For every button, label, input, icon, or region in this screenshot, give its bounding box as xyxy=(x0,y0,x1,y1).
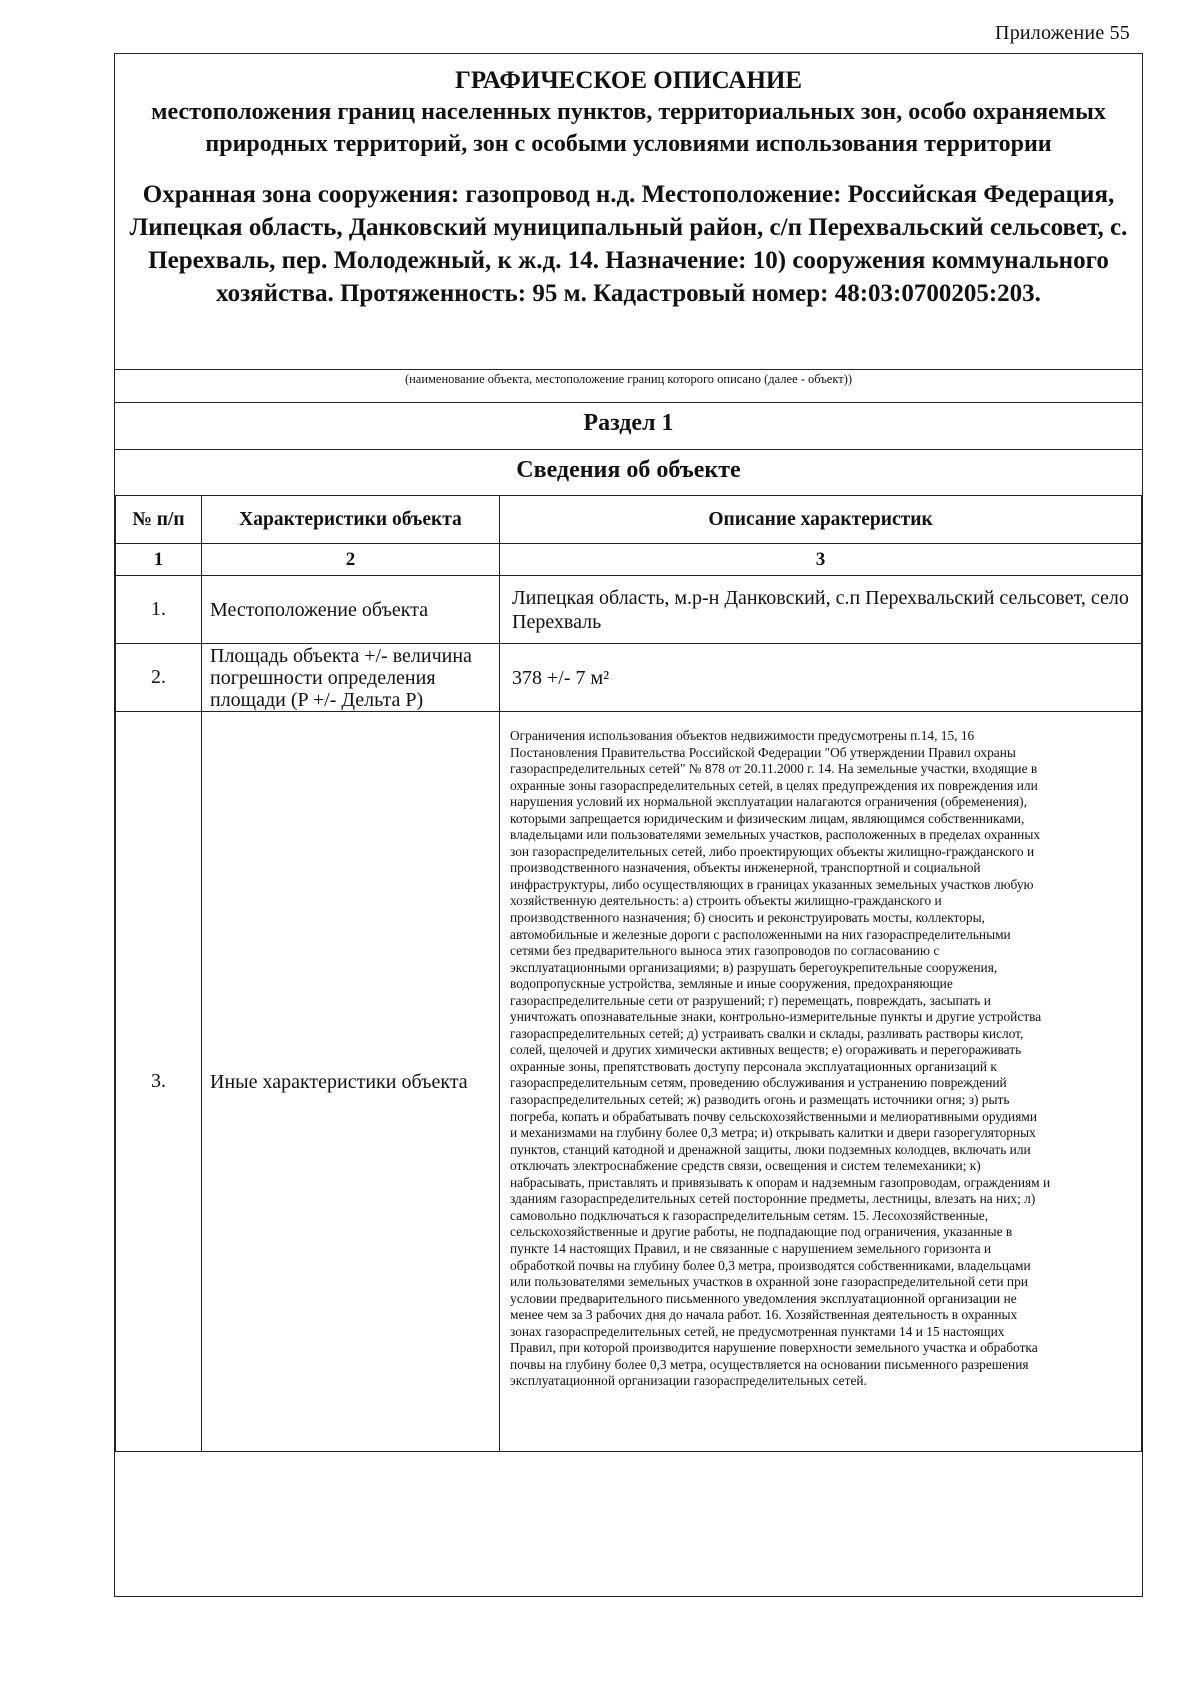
table-row xyxy=(116,644,1142,712)
document-header xyxy=(115,54,1142,369)
table-header-row xyxy=(116,496,1142,544)
appendix-label: Приложение 55 xyxy=(995,22,1130,44)
column-number: 2 xyxy=(202,544,500,576)
column-number-row xyxy=(116,544,1142,576)
object-info-table xyxy=(115,495,1142,1452)
row-number: 1. xyxy=(116,576,202,644)
row-number: 2. xyxy=(116,644,202,712)
section-subtitle: Сведения об объекте xyxy=(516,457,741,483)
row-number: 3. xyxy=(116,712,202,1452)
column-header: Характеристики объекта xyxy=(202,496,500,544)
object-caption: (наименование объекта, местоположение границ которого описано (далее - объект)) xyxy=(404,372,853,386)
table-row xyxy=(116,576,1142,644)
characteristic-value: 378 +/- 7 м² xyxy=(500,644,1142,712)
object-description: Охранная зона сооружения: газопровод н.д. Местоположение: Российская Федерация, Липецкая область, Данковский муниципальный район, с/п Перехвальский сельсовет, с. Перехваль, пер. Молодежный, к ж.д. 14. Назначение: 10) сооружения коммунального хозяйства. Протяженность: 95 м. Кадастровый номер: 48:03:0700205:203. xyxy=(129,181,1128,307)
column-number: 1 xyxy=(116,544,202,576)
restrictions-text: Ограничения использования объектов недвижимости предусмотрены п.14, 15, 16 Постановления Правительства Российской Федерации "Об утверждении Правил охраны газораспределительных сетей" № 878 от 20.11.2000 г. 14. На земельные участки, входящие в охранные зоны газораспределительных сетей, в целях предупреждения их повреждения или нарушения условий их нормальной эксплуатации налагаются ограничения (обременения), которыми запрещается юридическим и физическим лицам, являющимся собственниками, владельцами или пользователями земельных участков, расположенных в пределах охранных зон газораспределительных сетей, либо проектирующих объекты жилищно-гражданского и производственного назначения, объекты инженерной, транспортной и социальной инфраструктуры, либо осуществляющих в границах указанных земельных участков любую хозяйственную деятельность: а) строить объекты жилищно-гражданского и производственного назначения; б) сносить и реконструировать мосты, коллекторы, автомобильные и железные дороги с расположенными на них газораспределительными сетями без предварительного выноса этих газопроводов по согласованию с эксплуатационными организациями; в) разрушать берегоукрепительные сооружения, водопропускные устройства, земляные и иные сооружения, предохраняющие газораспределительные сети от разрушений; г) перемещать, повреждать, засыпать и уничтожать опознавательные знаки, контрольно-измерительные пункты и другие устройства газораспределительных сетей; д) устраивать свалки и склады, разливать растворы кислот, солей, щелочей и других химически активных веществ; е) огораживать и перегораживать охранные зоны, препятствовать доступу персонала эксплуатационных организаций к газораспределительным сетям, проведению обслуживания и устранению повреждений газораспределительных сетей; ж) разводить огонь и размещать источники огня; з) рыть погреба, копать и обрабатывать почву сельскохозяйственными и мелиоративными орудиями и механизмами на глубину более 0,3 метра; и) открывать калитки и двери газорегуляторных пунктов, станций катодной и дренажной защиты, люки подземных колодцев, включать или отключать электроснабжение средств связи, освещения и систем телемеханики; к) набрасывать, приставлять и привязывать к опорам и надземным газопроводам, ограждениям и зданиям газораспределительных сетей посторонние предметы, лестницы, влезать на них; л) самовольно подключаться к газораспределительным сетям. 15. Лесохозяйственные, сельскохозяйственные и другие работы, не подпадающие под ограничения, указанные в пункте 14 настоящих Правил, и не связанные с нарушением земельного горизонта и обработкой почвы на глубину более 0,3 метра, производятся собственниками, владельцами или пользователями земельных участков в охранной зоне газораспределительной сети при условии предварительного письменного уведомления эксплуатационной организации не менее чем за 3 рабочих дня до начала работ. 16. Хозяйственная деятельность в охранных зонах газораспределительных сетей, не предусмотренная пунктами 14 и 15 настоящих Правил, при которой производится нарушение поверхности земельного участка и обработка почвы на глубину более 0,3 метра, осуществляется на основании письменного разрешения эксплуатационной организации газораспределительных сетей. xyxy=(500,712,1142,1452)
table-row xyxy=(116,712,1142,1452)
characteristic-name: Иные характеристики объекта xyxy=(202,712,500,1452)
section-title: Раздел 1 xyxy=(583,410,674,436)
document-frame xyxy=(114,53,1143,1597)
document-subtitle: местоположения границ населенных пунктов, территориальных зон, особо охраняемых природных территорий, зон с особыми условиями использования территории xyxy=(151,99,1106,157)
divider xyxy=(115,402,1142,403)
divider xyxy=(115,369,1142,370)
column-header: Описание характеристик xyxy=(500,496,1142,544)
characteristic-name: Местоположение объекта xyxy=(202,576,500,644)
divider xyxy=(115,449,1142,450)
characteristic-value: Липецкая область, м.р-н Данковский, с.п Перехвальский сельсовет, село Перехваль xyxy=(500,576,1142,644)
column-number: 3 xyxy=(500,544,1142,576)
characteristic-name: Площадь объекта +/- величина погрешности определения площади (P +/- Дельта P) xyxy=(202,644,500,712)
column-header: № п/п xyxy=(116,496,202,544)
document-title: ГРАФИЧЕСКОЕ ОПИСАНИЕ xyxy=(454,67,803,94)
